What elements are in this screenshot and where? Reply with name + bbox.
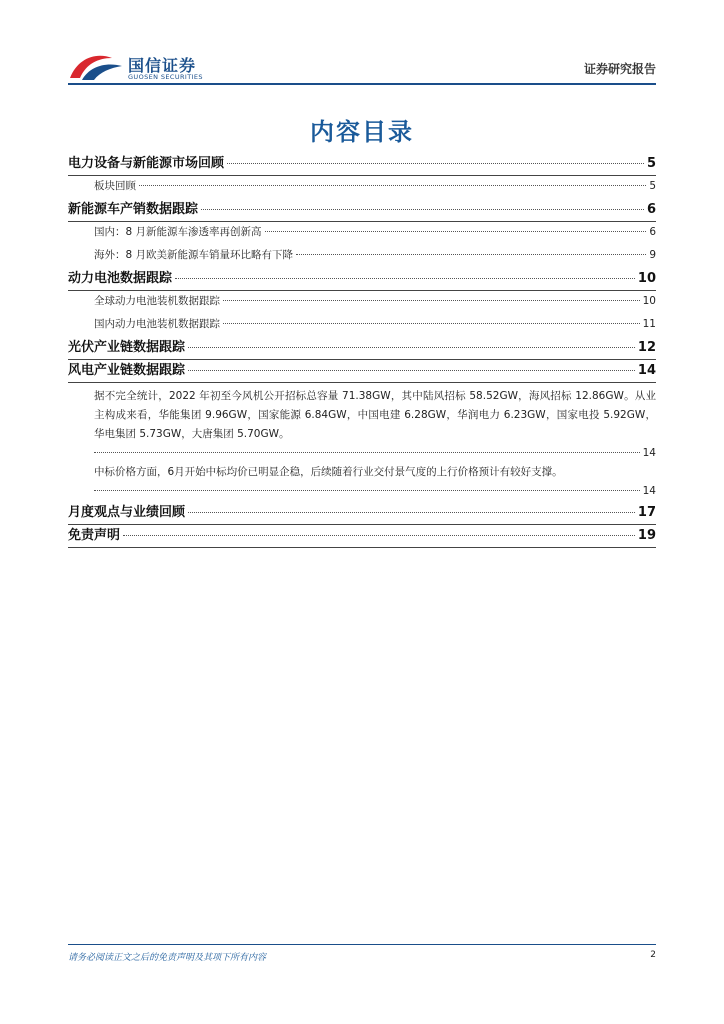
toc-entry[interactable] — [68, 221, 656, 244]
report-type: 证券研究报告 — [583, 62, 656, 76]
table-of-contents — [68, 152, 656, 547]
toc-entry-label: 新能源车产销数据跟踪 — [68, 202, 199, 217]
toc-entry-label: 中标价格方面，6月开始中标均价已明显企稳，后续随着行业交付景气度的上行价格预计有较好支撑。 — [94, 466, 563, 478]
toc-entry-page: 17 — [637, 505, 656, 520]
toc-entry[interactable] — [68, 501, 656, 524]
toc-entry-paragraph[interactable] — [68, 463, 656, 501]
toc-entry-label: 据不完全统计，2022 年初至今风机公开招标总容量 71.38GW，其中陆风招标 58.52GW，海风招标 12.86GW。从业主构成来看，华能集团 9.96GW，国家能源 6.84GW，中国电建 6.28GW，华润电力 6.23GW，国家电投 5.92GW，华电集团 5.73GW，大唐集团 5.70GW。 — [94, 390, 656, 440]
toc-entry-label: 海外：8 月欧美新能源车销量环比略有下降 — [94, 249, 294, 261]
leader-dots — [201, 209, 644, 210]
toc-entry-label: 风电产业链数据跟踪 — [68, 363, 186, 378]
toc-entry-page: 14 — [637, 363, 656, 378]
leader-dots — [296, 254, 646, 255]
toc-entry[interactable] — [68, 313, 656, 336]
leader-dots — [265, 231, 647, 232]
leader-dots — [223, 300, 640, 301]
leader-dots — [223, 323, 640, 324]
toc-entry-label: 国内：8 月新能源车渗透率再创新高 — [94, 226, 262, 238]
toc-entry-label: 全球动力电池装机数据跟踪 — [94, 295, 220, 307]
toc-entry[interactable] — [68, 290, 656, 313]
leader-dots — [227, 163, 644, 164]
leader-dots — [188, 370, 635, 371]
toc-entry[interactable] — [68, 267, 656, 290]
toc-entry-label: 板块回顾 — [94, 180, 136, 192]
toc-entry-page: 6 — [646, 202, 656, 217]
toc-entry-paragraph[interactable] — [68, 382, 656, 463]
footer-disclaimer: 请务必阅读正文之后的免责声明及其项下所有内容 — [68, 953, 267, 963]
leader-dots — [175, 278, 635, 279]
toc-entry-page: 6 — [649, 226, 656, 238]
logo-text-en: GUOSEN SECURITIES — [128, 73, 203, 81]
guosen-logo-icon — [68, 52, 124, 82]
toc-entry-page: 10 — [637, 271, 656, 286]
leader-dots — [94, 490, 640, 491]
toc-entry-page: 14 — [642, 485, 656, 497]
leader-dots — [94, 452, 640, 453]
toc-entry[interactable] — [68, 524, 656, 547]
footer-rule — [68, 944, 656, 945]
page-title: 内容目录 — [310, 118, 414, 146]
toc-entry[interactable] — [68, 198, 656, 221]
toc-entry-page: 5 — [649, 180, 656, 192]
toc-entry[interactable] — [68, 152, 656, 175]
toc-entry[interactable] — [68, 359, 656, 382]
toc-entry-label: 月度观点与业绩回顾 — [68, 505, 186, 520]
toc-entry-page: 11 — [642, 318, 656, 330]
page-header — [68, 48, 656, 84]
toc-entry[interactable] — [68, 175, 656, 198]
toc-entry-page: 19 — [637, 528, 656, 543]
toc-entry-label: 电力设备与新能源市场回顾 — [68, 156, 225, 171]
toc-entry-page: 5 — [646, 156, 656, 171]
toc-entry-label: 动力电池数据跟踪 — [68, 271, 173, 286]
toc-entry-page: 9 — [649, 249, 656, 261]
toc-entry-page: 12 — [637, 340, 656, 355]
toc-entry[interactable] — [68, 244, 656, 267]
leader-dots — [123, 535, 635, 536]
leader-dots — [188, 512, 635, 513]
toc-entry-page: 14 — [642, 447, 656, 459]
toc-entry-label: 光伏产业链数据跟踪 — [68, 340, 186, 355]
toc-entry-page: 10 — [642, 295, 656, 307]
toc-entry[interactable] — [68, 336, 656, 359]
toc-entry-label: 免责声明 — [68, 528, 121, 543]
toc-entry-label: 国内动力电池装机数据跟踪 — [94, 318, 220, 330]
header-rule — [68, 83, 656, 85]
leader-dots — [188, 347, 635, 348]
leader-dots — [139, 185, 646, 186]
page-number: 2 — [650, 950, 656, 960]
logo-text-cn: 国信证券 — [128, 56, 197, 75]
